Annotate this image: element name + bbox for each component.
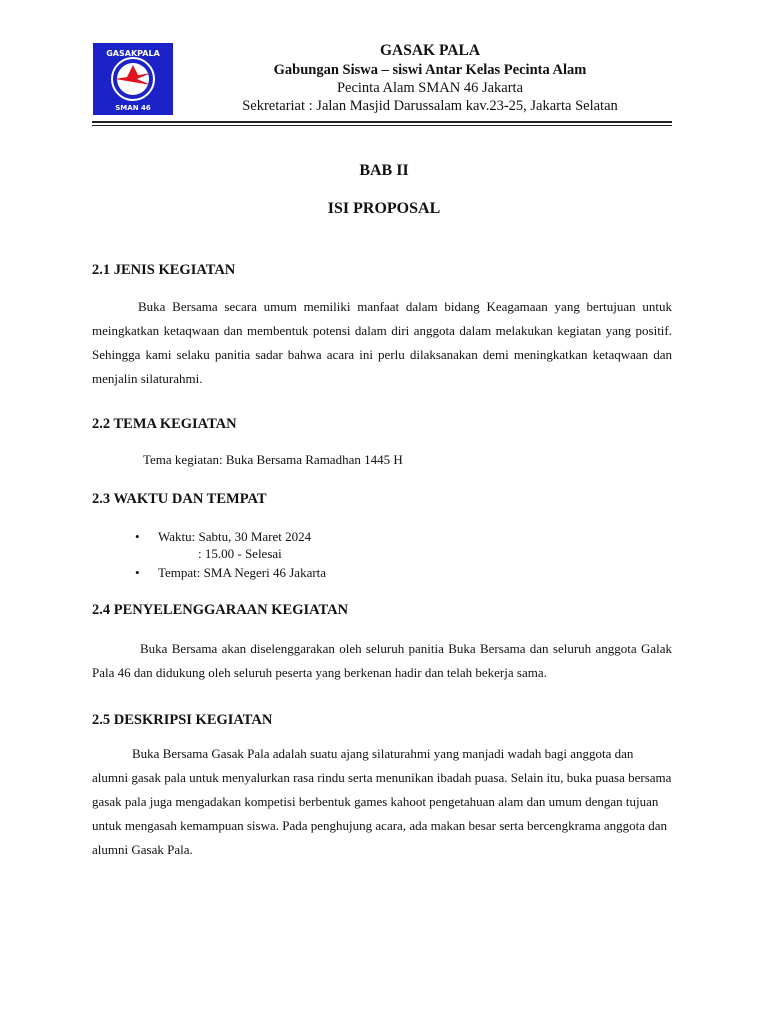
org-name: GASAK PALA <box>379 42 481 59</box>
tempat-item: Tempat: SMA Negeri 46 Jakarta <box>158 565 327 580</box>
chapter-number: BAB II <box>359 162 409 179</box>
section-heading-2-4: 2.4 PENYELENGGARAAN KEGIATAN <box>92 602 349 618</box>
logo-text-bottom: SMAN 46 <box>115 104 151 112</box>
section-heading-2-1: 2.1 JENIS KEGIATAN <box>92 262 236 278</box>
bullet-icon: • <box>135 529 140 544</box>
section-heading-2-3: 2.3 WAKTU DAN TEMPAT <box>92 491 267 507</box>
gasak-pala-logo <box>93 43 173 115</box>
waktu-item: Waktu: Sabtu, 30 Maret 2024 <box>158 529 312 544</box>
jam-item: : 15.00 - Selesai <box>198 546 282 561</box>
letterhead-rule-thick <box>92 121 672 123</box>
section-heading-2-2: 2.2 TEMA KEGIATAN <box>92 416 237 432</box>
section-text-2-5: Buka Bersama Gasak Pala adalah suatu ajang silaturahmi yang manjadi wadah bagi anggota dan alumni gasak pala untuk menyalurkan rasa rindu serta menunikan ibadah puasa. Selain itu, buka puasa bersama gasak pala juga mengadakan kompetisi berbentuk games kahoot pengetahuan alam dan umum dengan tujuan untuk mengasah kemampuan siswa. Pada penghujung acara, ada makan besar serta bercengkrama anggota dan alumni Gasak Pala. <box>92 746 672 857</box>
logo-text-top: GASAKPALA <box>106 49 160 58</box>
section-text-2-2: Tema kegiatan: Buka Bersama Ramadhan 1445 H <box>143 452 403 467</box>
org-school: Pecinta Alam SMAN 46 Jakarta <box>336 80 524 96</box>
org-full-name: Gabungan Siswa – siswi Antar Kelas Pecinta Alam <box>273 62 587 78</box>
section-text-2-1: Buka Bersama secara umum memiliki manfaat dalam bidang Keagamaan yang bertujuan untuk meingkatkan ketaqwaan dan membentuk potensi dalam diri anggota dalam melakukan kegiatan yang positif. Sehingga kami selaku panitia sadar bahwa acara ini perlu dilaksanakan demi meningkatkan ketaqwaan dan menjalin silaturahmi. <box>92 299 672 386</box>
org-address: Sekretariat : Jalan Masjid Darussalam kav.23-25, Jakarta Selatan <box>242 98 618 114</box>
logo-emblem-icon <box>93 43 173 115</box>
section-text-2-4: Buka Bersama akan diselenggarakan oleh seluruh panitia Buka Bersama dan seluruh anggota Galak Pala 46 dan didukung oleh seluruh peserta yang berkenan hadir dan telah bekerja sama. <box>92 641 672 680</box>
letterhead-rule-thin <box>92 125 672 126</box>
section-heading-2-5: 2.5 DESKRIPSI KEGIATAN <box>92 712 273 728</box>
chapter-title: ISI PROPOSAL <box>327 200 441 217</box>
bullet-icon: • <box>135 565 140 580</box>
